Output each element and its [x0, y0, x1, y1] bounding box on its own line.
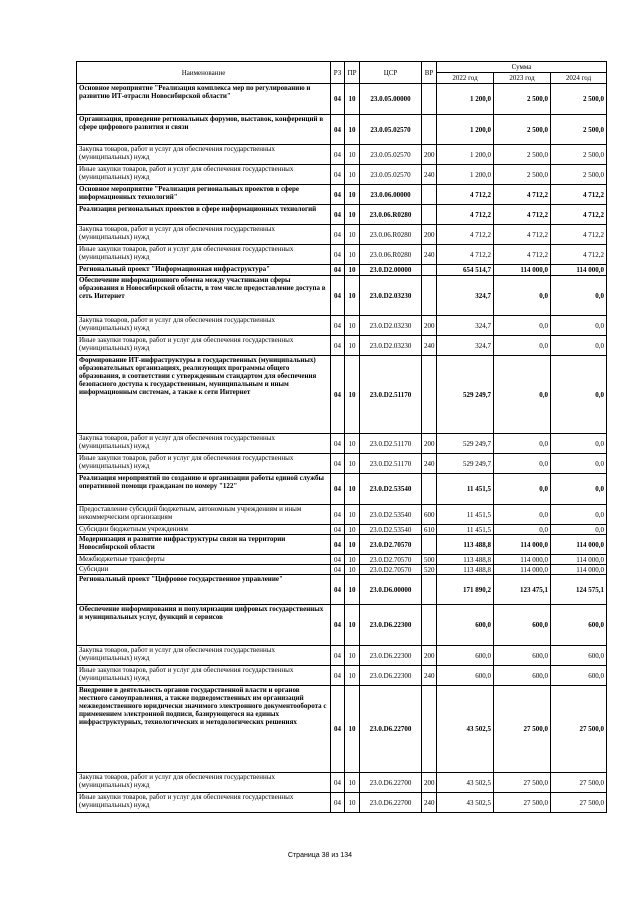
cell-2024: 4 712,2: [551, 225, 607, 245]
cell-vr: [422, 535, 437, 555]
cell-rz: 04: [331, 165, 345, 185]
cell-rz: 04: [331, 474, 345, 505]
cell-pr: 10: [345, 454, 360, 474]
cell-2022: 113 488,8: [437, 535, 494, 555]
cell-rz: 04: [331, 356, 345, 434]
col-header-name: Наименование: [77, 62, 331, 84]
cell-name: Закупка товаров, работ и услуг для обеспечения государственных (муниципальных) нужд: [77, 646, 331, 666]
cell-pr: 10: [345, 793, 360, 813]
cell-2023: 600,0: [494, 605, 551, 646]
cell-pr: 10: [345, 646, 360, 666]
table-row: [77, 686, 607, 773]
cell-2023: 27 500,0: [494, 793, 551, 813]
cell-2024: 124 575,1: [551, 575, 607, 605]
cell-2022: 11 451,5: [437, 474, 494, 505]
cell-2023: 4 712,2: [494, 225, 551, 245]
cell-rz: 04: [331, 225, 345, 245]
cell-2022: 4 712,2: [437, 205, 494, 225]
cell-2023: 600,0: [494, 646, 551, 666]
cell-2022: 600,0: [437, 646, 494, 666]
cell-csr: 23.0.05.00000: [360, 84, 422, 115]
cell-pr: 10: [345, 505, 360, 525]
cell-2023: 0,0: [494, 454, 551, 474]
cell-2023: 2 500,0: [494, 84, 551, 115]
cell-rz: 04: [331, 565, 345, 575]
cell-pr: 10: [345, 474, 360, 505]
cell-2024: 2 500,0: [551, 165, 607, 185]
cell-2022: 43 502,5: [437, 686, 494, 773]
cell-2022: 324,7: [437, 336, 494, 356]
cell-vr: 600: [422, 505, 437, 525]
table-row: [77, 666, 607, 686]
cell-rz: 04: [331, 646, 345, 666]
cell-vr: 520: [422, 565, 437, 575]
cell-2022: 324,7: [437, 316, 494, 336]
cell-2024: 0,0: [551, 316, 607, 336]
cell-pr: 10: [345, 316, 360, 336]
cell-rz: 04: [331, 666, 345, 686]
cell-2022: 113 488,8: [437, 565, 494, 575]
cell-pr: 10: [345, 265, 360, 276]
cell-name: Закупка товаров, работ и услуг для обеспечения государственных (муниципальных) нужд: [77, 434, 331, 454]
cell-rz: 04: [331, 145, 345, 165]
table-row: [77, 505, 607, 525]
cell-name: Иные закупки товаров, работ и услуг для обеспечения государственных (муниципальных) нужд: [77, 165, 331, 185]
cell-name: Субсидии: [77, 565, 331, 575]
cell-pr: 10: [345, 145, 360, 165]
cell-2024: 2 500,0: [551, 145, 607, 165]
cell-vr: 200: [422, 773, 437, 793]
cell-2022: 529 249,7: [437, 434, 494, 454]
cell-name: Межбюджетные трансферты: [77, 555, 331, 565]
cell-csr: 23.0.D6.00000: [360, 575, 422, 605]
table-row: [77, 356, 607, 434]
cell-2022: 43 502,5: [437, 793, 494, 813]
cell-vr: 200: [422, 646, 437, 666]
cell-2024: 0,0: [551, 525, 607, 535]
cell-name: Основное мероприятие "Реализация региональных проектов в сфере информационных технологий": [77, 185, 331, 205]
cell-vr: 240: [422, 165, 437, 185]
cell-rz: 04: [331, 525, 345, 535]
cell-csr: 23.0.05.02570: [360, 115, 422, 145]
cell-csr: 23.0.D2.03230: [360, 316, 422, 336]
table-row: [77, 555, 607, 565]
cell-csr: 23.0.D6.22300: [360, 605, 422, 646]
page-number: Страница 38 из 134: [287, 852, 353, 859]
cell-2024: 600,0: [551, 605, 607, 646]
cell-pr: 10: [345, 225, 360, 245]
cell-2023: 114 000,0: [494, 565, 551, 575]
cell-rz: 04: [331, 535, 345, 555]
cell-vr: 200: [422, 225, 437, 245]
cell-csr: 23.0.D2.51170: [360, 434, 422, 454]
cell-rz: 04: [331, 276, 345, 316]
cell-pr: 10: [345, 336, 360, 356]
cell-name: Субсидии бюджетным учреждениям: [77, 525, 331, 535]
cell-rz: 04: [331, 575, 345, 605]
cell-pr: 10: [345, 535, 360, 555]
cell-vr: 200: [422, 434, 437, 454]
table-row: [77, 115, 607, 145]
cell-2024: 114 000,0: [551, 535, 607, 555]
cell-csr: 23.0.D2.70570: [360, 565, 422, 575]
cell-vr: 200: [422, 145, 437, 165]
table-row: [77, 454, 607, 474]
col-header-sum: Сумма: [437, 62, 607, 73]
cell-vr: [422, 84, 437, 115]
cell-vr: [422, 356, 437, 434]
table-row: [77, 646, 607, 666]
cell-pr: 10: [345, 84, 360, 115]
cell-csr: 23.0.D2.70570: [360, 555, 422, 565]
cell-2024: 27 500,0: [551, 773, 607, 793]
cell-name: Региональный проект "Информационная инфраструктура": [77, 265, 331, 276]
cell-vr: [422, 575, 437, 605]
cell-vr: 240: [422, 793, 437, 813]
cell-2023: 0,0: [494, 434, 551, 454]
cell-name: Реализация мероприятий по созданию и организации работы единой службы оперативной помощи гражданам по номеру "122": [77, 474, 331, 505]
table-row: [77, 245, 607, 265]
table-row: [77, 316, 607, 336]
budget-table: [76, 61, 607, 813]
cell-name: Обеспечение информационного обмена между участниками сферы образования в Новосибирской области, в том числе предоставление доступа в сеть Интернет: [77, 276, 331, 316]
col-header-2022: 2022 год: [437, 73, 494, 84]
cell-2023: 4 712,2: [494, 205, 551, 225]
cell-rz: 04: [331, 505, 345, 525]
cell-csr: 23.0.D2.70570: [360, 535, 422, 555]
cell-2022: 4 712,2: [437, 245, 494, 265]
cell-csr: 23.0.D2.53540: [360, 505, 422, 525]
cell-vr: 240: [422, 454, 437, 474]
cell-2022: 4 712,2: [437, 225, 494, 245]
cell-2022: 11 451,5: [437, 505, 494, 525]
cell-2022: 529 249,7: [437, 356, 494, 434]
cell-2023: 600,0: [494, 666, 551, 686]
cell-csr: 23.0.06.00000: [360, 185, 422, 205]
table-row: [77, 276, 607, 316]
cell-2023: 0,0: [494, 356, 551, 434]
table-row: [77, 575, 607, 605]
cell-name: Реализация региональных проектов в сфере информационных технологий: [77, 205, 331, 225]
cell-pr: 10: [345, 575, 360, 605]
cell-pr: 10: [345, 185, 360, 205]
cell-2022: 113 488,8: [437, 555, 494, 565]
table-row: [77, 434, 607, 454]
cell-name: Обеспечение информирования и популяризации цифровых государственных и муниципальных услуг, функций и сервисов: [77, 605, 331, 646]
cell-2024: 0,0: [551, 505, 607, 525]
cell-rz: 04: [331, 336, 345, 356]
table-row: [77, 84, 607, 115]
cell-csr: 23.0.D2.00000: [360, 265, 422, 276]
cell-rz: 04: [331, 454, 345, 474]
cell-2023: 2 500,0: [494, 165, 551, 185]
cell-2023: 0,0: [494, 525, 551, 535]
cell-csr: 23.0.05.02570: [360, 165, 422, 185]
cell-csr: 23.0.D2.51170: [360, 356, 422, 434]
cell-rz: 04: [331, 773, 345, 793]
cell-rz: 04: [331, 793, 345, 813]
cell-2023: 114 000,0: [494, 535, 551, 555]
cell-2024: 27 500,0: [551, 793, 607, 813]
cell-2022: 1 200,0: [437, 84, 494, 115]
cell-2023: 2 500,0: [494, 145, 551, 165]
cell-csr: 23.0.D6.22700: [360, 773, 422, 793]
cell-name: Иные закупки товаров, работ и услуг для обеспечения государственных (муниципальных) нужд: [77, 666, 331, 686]
cell-pr: 10: [345, 555, 360, 565]
cell-2024: 114 000,0: [551, 565, 607, 575]
cell-rz: 04: [331, 265, 345, 276]
cell-name: Закупка товаров, работ и услуг для обеспечения государственных (муниципальных) нужд: [77, 316, 331, 336]
cell-2024: 114 000,0: [551, 265, 607, 276]
cell-vr: [422, 265, 437, 276]
cell-csr: 23.0.D2.51170: [360, 454, 422, 474]
cell-2024: 114 000,0: [551, 555, 607, 565]
cell-2024: 0,0: [551, 336, 607, 356]
cell-2023: 4 712,2: [494, 185, 551, 205]
col-header-rz: РЗ: [331, 62, 345, 84]
cell-pr: 10: [345, 565, 360, 575]
cell-2024: 2 500,0: [551, 84, 607, 115]
cell-2022: 654 514,7: [437, 265, 494, 276]
cell-csr: 23.0.D6.22300: [360, 646, 422, 666]
cell-rz: 04: [331, 245, 345, 265]
cell-2023: 0,0: [494, 474, 551, 505]
cell-csr: 23.0.D2.03230: [360, 336, 422, 356]
col-header-pr: ПР: [345, 62, 360, 84]
cell-pr: 10: [345, 686, 360, 773]
cell-2022: 324,7: [437, 276, 494, 316]
table-header: [77, 62, 607, 84]
cell-2024: 0,0: [551, 454, 607, 474]
table-row: [77, 793, 607, 813]
cell-2024: 27 500,0: [551, 686, 607, 773]
cell-vr: 500: [422, 555, 437, 565]
cell-rz: 04: [331, 434, 345, 454]
table-row: [77, 336, 607, 356]
cell-2023: 0,0: [494, 336, 551, 356]
cell-2022: 600,0: [437, 666, 494, 686]
cell-csr: 23.0.D2.53540: [360, 525, 422, 535]
cell-csr: 23.0.D6.22700: [360, 686, 422, 773]
table-row: [77, 525, 607, 535]
cell-rz: 04: [331, 205, 345, 225]
col-header-2024: 2024 год: [551, 73, 607, 84]
cell-pr: 10: [345, 356, 360, 434]
cell-2022: 529 249,7: [437, 454, 494, 474]
cell-rz: 04: [331, 185, 345, 205]
cell-rz: 04: [331, 84, 345, 115]
cell-rz: 04: [331, 605, 345, 646]
cell-vr: 200: [422, 316, 437, 336]
cell-name: Предоставление субсидий бюджетным, автономным учреждениям и иным некоммерческим организациям: [77, 505, 331, 525]
table-row: [77, 535, 607, 555]
cell-rz: 04: [331, 686, 345, 773]
cell-name: Иные закупки товаров, работ и услуг для обеспечения государственных (муниципальных) нужд: [77, 454, 331, 474]
cell-pr: 10: [345, 434, 360, 454]
cell-2022: 11 451,5: [437, 525, 494, 535]
cell-2023: 27 500,0: [494, 686, 551, 773]
cell-csr: 23.0.D2.53540: [360, 474, 422, 505]
cell-name: Организация, проведение региональных форумов, выставок, конференций в сфере цифрового развития и связи: [77, 115, 331, 145]
cell-csr: 23.0.05.02570: [360, 145, 422, 165]
cell-rz: 04: [331, 316, 345, 336]
table-row: [77, 773, 607, 793]
cell-2023: 0,0: [494, 316, 551, 336]
cell-2023: 114 000,0: [494, 265, 551, 276]
cell-2024: 4 712,2: [551, 185, 607, 205]
cell-name: Закупка товаров, работ и услуг для обеспечения государственных (муниципальных) нужд: [77, 773, 331, 793]
col-header-2023: 2023 год: [494, 73, 551, 84]
cell-name: Закупка товаров, работ и услуг для обеспечения государственных (муниципальных) нужд: [77, 225, 331, 245]
table-row: [77, 265, 607, 276]
cell-2024: 4 712,2: [551, 245, 607, 265]
cell-2022: 600,0: [437, 605, 494, 646]
cell-2022: 4 712,2: [437, 185, 494, 205]
cell-pr: 10: [345, 115, 360, 145]
cell-name: Основное мероприятие "Реализация комплекса мер по регулированию и развитию ИТ-отрасли Новосибирской области": [77, 84, 331, 115]
cell-vr: [422, 276, 437, 316]
cell-pr: 10: [345, 165, 360, 185]
cell-2023: 0,0: [494, 505, 551, 525]
cell-vr: [422, 686, 437, 773]
cell-name: Региональный проект "Цифровое государственное управление": [77, 575, 331, 605]
cell-vr: 240: [422, 245, 437, 265]
cell-2022: 1 200,0: [437, 115, 494, 145]
cell-2024: 4 712,2: [551, 205, 607, 225]
cell-vr: [422, 115, 437, 145]
cell-2023: 123 475,1: [494, 575, 551, 605]
cell-vr: 240: [422, 666, 437, 686]
cell-pr: 10: [345, 245, 360, 265]
cell-name: Внедрение в деятельность органов государственной власти и органов местного самоуправления, а также подведомственных им организаций межведомственного юридически значимого электронного документооборота с применением электронной подписи, базирующегося на единых инфраструктурных, технологических и методологических решениях: [77, 686, 331, 773]
cell-vr: 610: [422, 525, 437, 535]
table-row: [77, 185, 607, 205]
cell-csr: 23.0.06.R0280: [360, 225, 422, 245]
table-body: [77, 84, 607, 813]
cell-2023: 2 500,0: [494, 115, 551, 145]
table-row: [77, 605, 607, 646]
cell-vr: [422, 474, 437, 505]
cell-2023: 4 712,2: [494, 245, 551, 265]
cell-2024: 600,0: [551, 646, 607, 666]
cell-2024: 600,0: [551, 666, 607, 686]
cell-2024: 0,0: [551, 474, 607, 505]
cell-2024: 0,0: [551, 434, 607, 454]
cell-rz: 04: [331, 115, 345, 145]
cell-name: Иные закупки товаров, работ и услуг для обеспечения государственных (муниципальных) нужд: [77, 336, 331, 356]
cell-csr: 23.0.06.R0280: [360, 205, 422, 225]
cell-vr: [422, 605, 437, 646]
table-row: [77, 225, 607, 245]
cell-pr: 10: [345, 773, 360, 793]
cell-vr: [422, 205, 437, 225]
cell-name: Формирование ИТ-инфраструктуры в государственных (муниципальных) образовательных организациях, реализующих программы общего образования, в соответствии с утвержденным стандартом для обеспечения безопасного доступа к государственным, муниципальным и иным информационным системам, а также к сети Интернет: [77, 356, 331, 434]
cell-2024: 2 500,0: [551, 115, 607, 145]
col-header-csr: ЦСР: [360, 62, 422, 84]
cell-2023: 0,0: [494, 276, 551, 316]
table-row: [77, 565, 607, 575]
cell-csr: 23.0.D2.03230: [360, 276, 422, 316]
table-row: [77, 165, 607, 185]
cell-2024: 0,0: [551, 356, 607, 434]
cell-2022: 1 200,0: [437, 145, 494, 165]
table-row: [77, 205, 607, 225]
cell-vr: 240: [422, 336, 437, 356]
cell-2022: 1 200,0: [437, 165, 494, 185]
cell-pr: 10: [345, 605, 360, 646]
cell-pr: 10: [345, 276, 360, 316]
cell-pr: 10: [345, 205, 360, 225]
col-header-vr: ВР: [422, 62, 437, 84]
cell-csr: 23.0.D6.22700: [360, 793, 422, 813]
cell-name: Иные закупки товаров, работ и услуг для обеспечения государственных (муниципальных) нужд: [77, 245, 331, 265]
table-row: [77, 474, 607, 505]
cell-csr: 23.0.06.R0280: [360, 245, 422, 265]
cell-2023: 114 000,0: [494, 555, 551, 565]
cell-2023: 27 500,0: [494, 773, 551, 793]
cell-rz: 04: [331, 555, 345, 565]
cell-2024: 0,0: [551, 276, 607, 316]
cell-pr: 10: [345, 666, 360, 686]
cell-2022: 171 890,2: [437, 575, 494, 605]
cell-csr: 23.0.D6.22300: [360, 666, 422, 686]
cell-vr: [422, 185, 437, 205]
table-row: [77, 145, 607, 165]
cell-name: Иные закупки товаров, работ и услуг для обеспечения государственных (муниципальных) нужд: [77, 793, 331, 813]
cell-pr: 10: [345, 525, 360, 535]
cell-2022: 43 502,5: [437, 773, 494, 793]
cell-name: Модернизация и развитие инфраструктуры связи на территории Новосибирской области: [77, 535, 331, 555]
cell-name: Закупка товаров, работ и услуг для обеспечения государственных (муниципальных) нужд: [77, 145, 331, 165]
